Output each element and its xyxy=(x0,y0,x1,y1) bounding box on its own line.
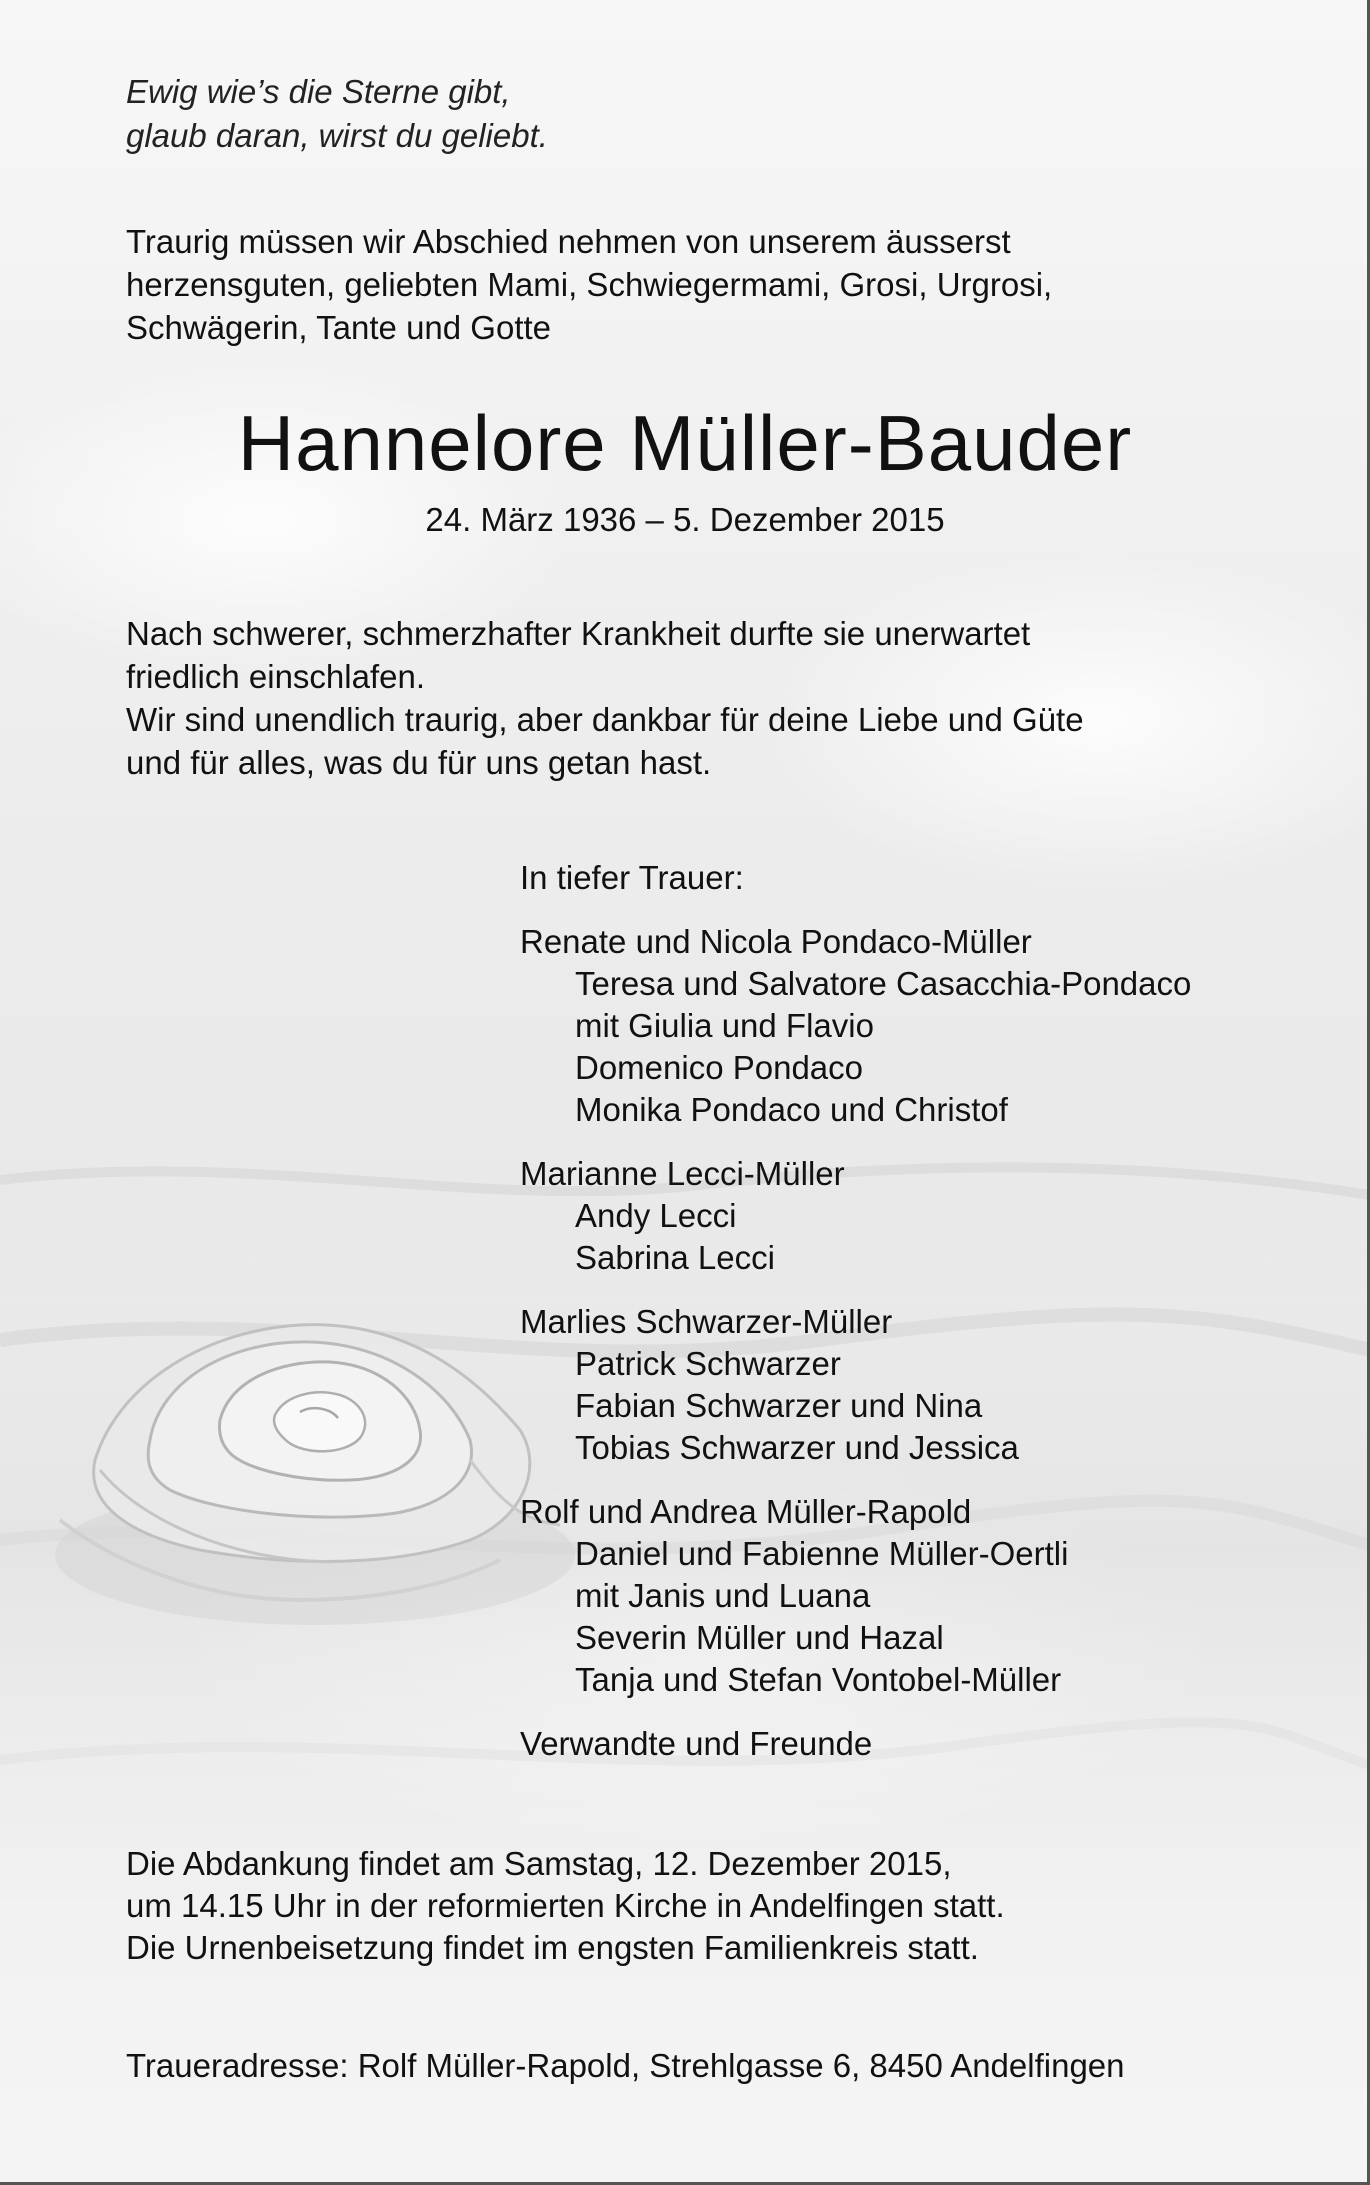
family-head: Marianne Lecci-Müller xyxy=(520,1155,845,1192)
family-member: Teresa und Salvatore Casacchia-Pondaco xyxy=(575,965,1192,1002)
paragraph-line: Nach schwerer, schmerzhafter Krankheit durfte sie unerwartet xyxy=(126,615,1031,652)
intro-line: Traurig müssen wir Abschied nehmen von unserem äusserst xyxy=(126,223,1011,260)
motto-line: Ewig wie’s die Sterne gibt, xyxy=(126,73,511,110)
intro-line: Schwägerin, Tante und Gotte xyxy=(126,309,552,346)
mourners-heading: In tiefer Trauer: xyxy=(520,859,744,896)
family-group xyxy=(520,1491,1191,1701)
family-member: Severin Müller und Hazal xyxy=(575,1619,944,1656)
deceased-name: Hannelore Müller-Bauder xyxy=(237,399,1133,487)
family-member: Daniel und Fabienne Müller-Oertli xyxy=(575,1535,1069,1572)
family-member: Sabrina Lecci xyxy=(575,1239,775,1276)
paragraph-line: Wir sind unendlich traurig, aber dankbar für deine Liebe und Güte xyxy=(126,701,1084,738)
motto xyxy=(126,70,548,158)
family-head: Rolf und Andrea Müller-Rapold xyxy=(520,1493,972,1530)
ceremony-line: Die Urnenbeisetzung findet im engsten Familienkreis statt. xyxy=(126,1929,979,1966)
ceremony-line: Die Abdankung findet am Samstag, 12. Dezember 2015, xyxy=(126,1845,952,1882)
intro-line: herzensguten, geliebten Mami, Schwiegermami, Grosi, Urgrosi, xyxy=(126,266,1053,303)
ceremony-info xyxy=(126,1843,1005,1969)
family-member: Andy Lecci xyxy=(575,1197,737,1234)
family-member: mit Giulia und Flavio xyxy=(575,1007,874,1044)
family-group xyxy=(520,921,1191,1131)
motto-line: glaub daran, wirst du geliebt. xyxy=(126,117,548,154)
family-member: Fabian Schwarzer und Nina xyxy=(575,1387,983,1424)
life-dates: 24. März 1936 – 5. Dezember 2015 xyxy=(425,501,945,538)
family-group xyxy=(520,1301,1191,1469)
mourners-list xyxy=(520,857,1191,1765)
farewell-paragraph xyxy=(126,612,1084,784)
family-member: mit Janis und Luana xyxy=(575,1577,871,1614)
paragraph-line: friedlich einschlafen. xyxy=(126,658,425,695)
family-head: Marlies Schwarzer-Müller xyxy=(520,1303,893,1340)
family-group xyxy=(520,1153,1191,1279)
family-member: Domenico Pondaco xyxy=(575,1049,864,1086)
ceremony-line: um 14.15 Uhr in der reformierten Kirche in Andelfingen statt. xyxy=(126,1887,1005,1924)
mourners-closing: Verwandte und Freunde xyxy=(520,1725,873,1762)
paragraph-line: und für alles, was du für uns getan hast. xyxy=(126,744,712,781)
family-head: Renate und Nicola Pondaco-Müller xyxy=(520,923,1032,960)
family-member: Tobias Schwarzer und Jessica xyxy=(575,1429,1019,1466)
family-member: Patrick Schwarzer xyxy=(575,1345,841,1382)
intro-text xyxy=(126,220,1052,349)
mourning-address: Traueradresse: Rolf Müller-Rapold, Strehlgasse 6, 8450 Andelfingen xyxy=(126,2047,1125,2084)
family-member: Tanja und Stefan Vontobel-Müller xyxy=(575,1661,1062,1698)
family-member: Monika Pondaco und Christof xyxy=(575,1091,1008,1128)
